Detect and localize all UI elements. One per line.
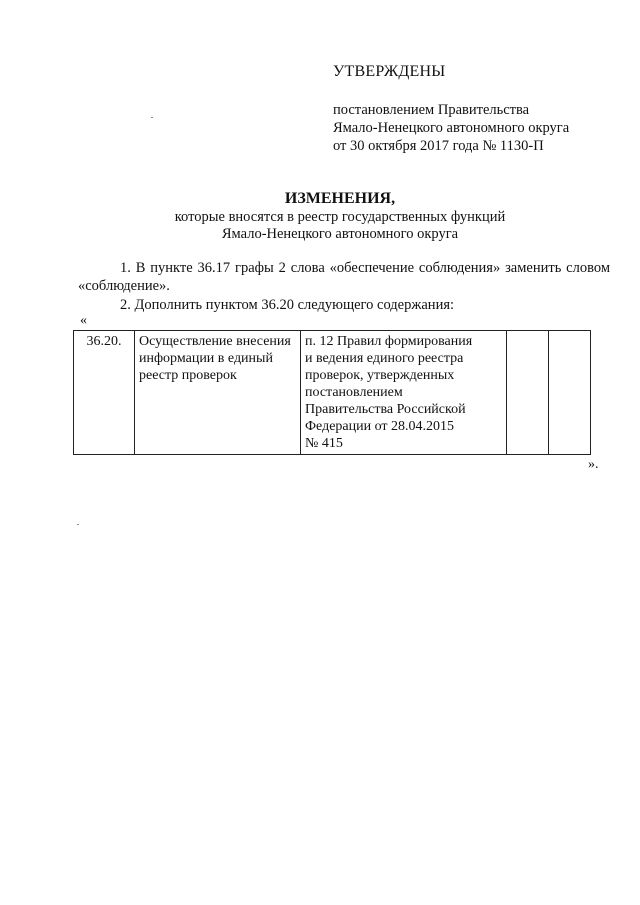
basis-line-7: № 415: [305, 436, 343, 451]
approval-block: [333, 63, 633, 155]
table-row: [74, 331, 591, 455]
empty-cell-4: [507, 331, 549, 455]
approval-line-3: от 30 октября 2017 года № 1130-П: [333, 138, 544, 154]
approval-heading: УТВЕРЖДЕНЫ: [333, 63, 446, 80]
title-block: [60, 189, 620, 243]
legal-basis-cell: [301, 331, 507, 455]
subtitle-line-2: Ямало-Ненецкого автономного округа: [221, 226, 459, 242]
function-line-1: Осуществление внесения: [139, 334, 291, 349]
empty-cell-5: [549, 331, 591, 455]
changes-table: [73, 330, 591, 455]
function-line-3: реестр проверок: [139, 368, 237, 383]
basis-line-4: постановлением: [305, 385, 403, 400]
closing-quote: ».: [588, 457, 599, 472]
subtitle-line-1: которые вносятся в реестр государственных функций: [174, 209, 506, 225]
function-name-cell: [135, 331, 301, 455]
basis-line-5: Правительства Российской: [305, 402, 466, 417]
opening-quote: «: [80, 313, 87, 328]
scan-speck: [151, 117, 153, 118]
basis-line-1: п. 12 Правил формирования: [305, 334, 473, 349]
document-title: ИЗМЕНЕНИЯ,: [284, 190, 396, 207]
basis-line-2: и ведения единого реестра: [305, 351, 464, 366]
approval-line-1: постановлением Правительства: [333, 102, 530, 118]
function-line-2: информации в единый: [139, 351, 273, 366]
scan-speck: [77, 524, 79, 525]
row-number-cell: 36.20.: [74, 331, 135, 455]
basis-line-6: Федерации от 28.04.2015: [305, 419, 455, 434]
basis-line-3: проверок, утвержденных: [305, 368, 455, 383]
paragraph-2: 2. Дополнить пунктом 36.20 следующего содержания:: [120, 297, 455, 313]
approval-line-2: Ямало-Ненецкого автономного округа: [333, 120, 570, 136]
paragraph-1: 1. В пункте 36.17 графы 2 слова «обеспечение соблюдения» заменить словом «соблюдение».: [78, 260, 610, 294]
